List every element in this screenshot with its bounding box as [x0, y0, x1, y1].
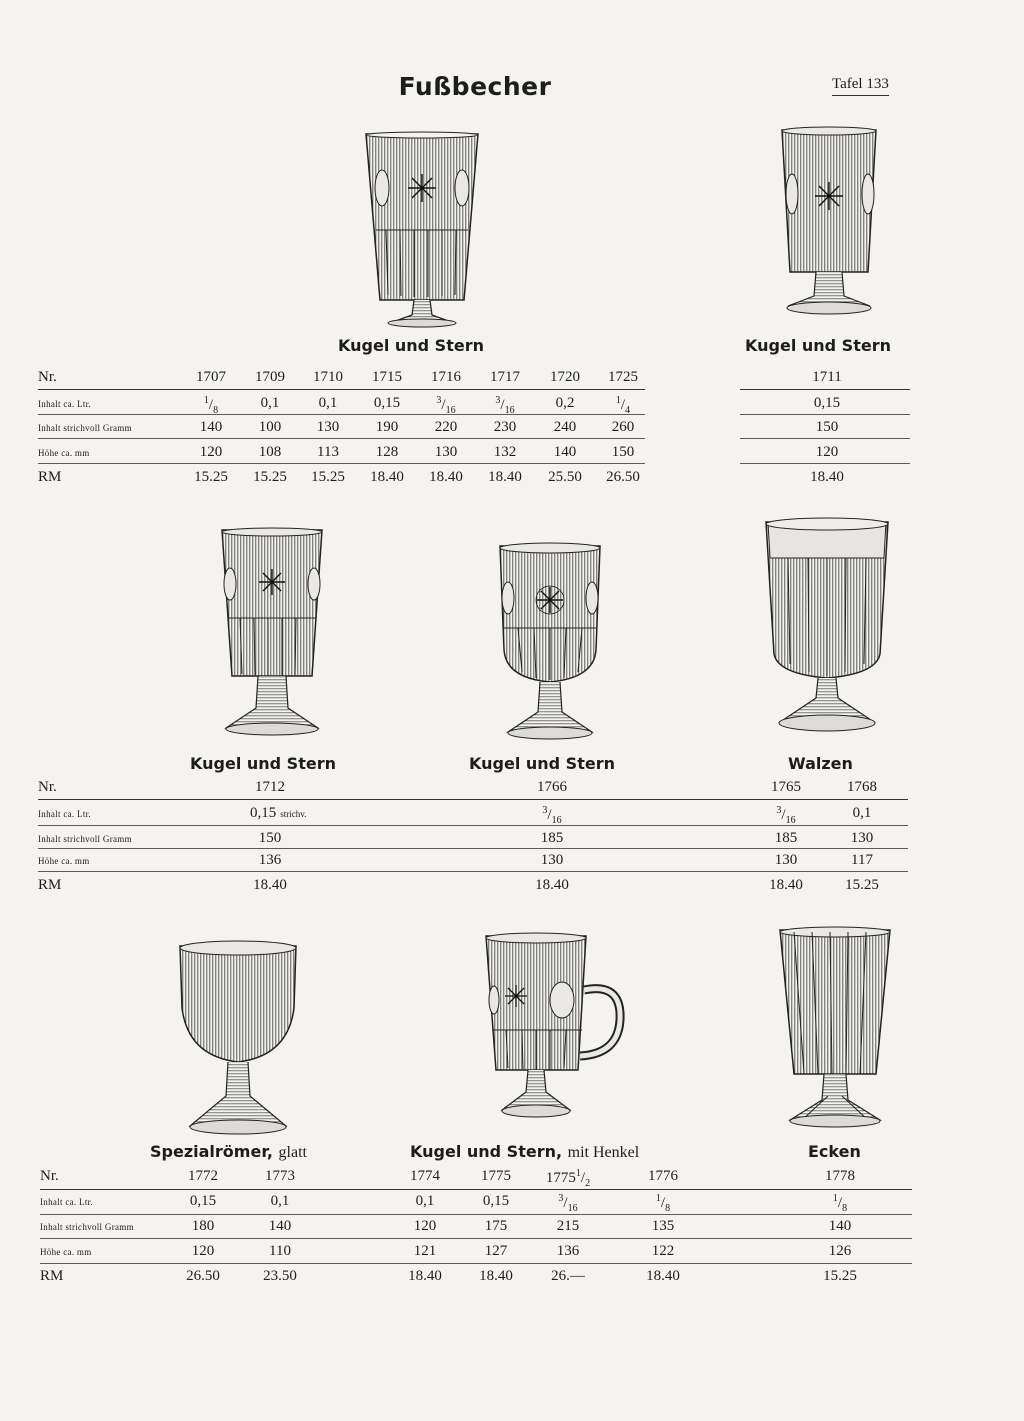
row-label-hoehe: Höhe ca. mm [38, 448, 90, 458]
item-nr: 1776 [648, 1168, 678, 1184]
caption-kugel-und-stern-henkel-name: Kugel und Stern, [410, 1142, 563, 1161]
item-price: 18.40 [535, 877, 569, 893]
row-label-inhalt-gramm: Inhalt strichvoll Gramm [40, 1222, 134, 1232]
item-nr: 1715 [372, 369, 402, 385]
caption-spezialroemer [150, 1142, 307, 1162]
item-hoehe: 126 [828, 1243, 852, 1259]
item-inhalt-gramm: 180 [191, 1218, 215, 1234]
glass-illustration-kugel-und-stern-1707 [360, 130, 484, 330]
glass-illustration-kugel-und-stern-mit-henkel [482, 930, 626, 1130]
table-rule [40, 1189, 912, 1190]
row-label-nr: Nr. [40, 1168, 59, 1184]
item-nr: 1775 [481, 1168, 511, 1184]
item-inhalt-ltr: 0,1 [415, 1193, 435, 1209]
item-nr: 1773 [265, 1168, 295, 1184]
row-label-inhalt-ltr: Inhalt ca. Ltr. [38, 809, 91, 819]
item-price: 26.— [551, 1268, 585, 1284]
item-inhalt-gramm: 185 [540, 830, 564, 846]
item-price: 18.40 [408, 1268, 442, 1284]
item-hoehe: 136 [556, 1243, 580, 1259]
item-nr: 1712 [255, 779, 285, 795]
item-price: 18.40 [253, 877, 287, 893]
glass-illustration-spezialroemer [176, 938, 300, 1138]
item-inhalt-gramm: 135 [651, 1218, 675, 1234]
item-inhalt-gramm: 260 [611, 419, 635, 435]
item-hoehe: 127 [484, 1243, 508, 1259]
item-inhalt-ltr: 0,1 [270, 1193, 290, 1209]
item-inhalt-ltr: $^3/_{16}$ [776, 805, 796, 826]
caption-kugel-und-stern-right: Kugel und Stern [745, 336, 891, 355]
item-inhalt-gramm: 120 [413, 1218, 437, 1234]
item-inhalt-ltr: 0,15 [813, 395, 841, 411]
caption-ecken: Ecken [808, 1142, 861, 1161]
item-nr: 1774 [410, 1168, 440, 1184]
item-inhalt-ltr: $^3/_{16}$ [436, 395, 456, 416]
item-inhalt-ltr: 0,1 [852, 805, 872, 821]
item-nr: 1717 [490, 369, 520, 385]
table-rule [740, 389, 910, 390]
item-price: 15.25 [823, 1268, 857, 1284]
item-inhalt-gramm: 100 [258, 419, 282, 435]
item-inhalt-ltr: $^3/_{16}$ [495, 395, 515, 416]
item-nr: 1716 [431, 369, 461, 385]
row-label-nr: Nr. [38, 369, 57, 385]
item-hoehe: 136 [258, 852, 282, 868]
glass-illustration-kugel-und-stern-1766 [494, 540, 606, 744]
item-hoehe: 120 [191, 1243, 215, 1259]
caption-kugel-und-stern-mit-henkel [410, 1142, 639, 1162]
item-inhalt-gramm: 175 [484, 1218, 508, 1234]
item-inhalt-gramm: 130 [850, 830, 874, 846]
item-inhalt-gramm: 230 [493, 419, 517, 435]
row-label-nr: Nr. [38, 779, 57, 795]
item-price: 15.25 [311, 469, 345, 485]
item-nr: 1765 [771, 779, 801, 795]
item-hoehe: 108 [258, 444, 282, 460]
strichv-note: strichv. [280, 809, 307, 819]
item-hoehe: 130 [540, 852, 564, 868]
table-rule [38, 463, 645, 464]
item-price: 18.40 [370, 469, 404, 485]
glass-illustration-ecken [776, 924, 894, 1136]
plate-number: Tafel 133 [832, 76, 889, 96]
row-label-hoehe: Höhe ca. mm [38, 856, 90, 866]
item-nr: 1707 [196, 369, 226, 385]
row-label-rm: RM [38, 469, 62, 485]
item-price: 15.25 [845, 877, 879, 893]
table-rule [40, 1263, 912, 1264]
table-rule [38, 389, 645, 390]
item-inhalt-ltr: $^1/_4$ [615, 395, 631, 416]
table-rule [40, 1238, 912, 1239]
caption-kugel-und-stern-left: Kugel und Stern [338, 336, 484, 355]
row-label-rm: RM [40, 1268, 64, 1284]
glass-illustration-kugel-und-stern-1711 [776, 124, 882, 326]
item-inhalt-ltr: $^1/_8$ [655, 1193, 671, 1214]
item-price: 18.40 [646, 1268, 680, 1284]
item-hoehe: 140 [553, 444, 577, 460]
table-rule [38, 438, 645, 439]
item-inhalt-ltr: $^3/_{16}$ [558, 1193, 578, 1214]
row-label-hoehe: Höhe ca. mm [40, 1247, 92, 1257]
item-inhalt-ltr: 0,1 [260, 395, 280, 411]
caption-henkel-variant: mit Henkel [567, 1144, 640, 1161]
table-rule [40, 1214, 912, 1215]
item-nr: 1772 [188, 1168, 218, 1184]
item-nr: 1725 [608, 369, 638, 385]
item-inhalt-gramm: 150 [258, 830, 282, 846]
item-inhalt-gramm: 190 [375, 419, 399, 435]
table-rule [740, 463, 910, 464]
caption-kugel-und-stern-1766: Kugel und Stern [469, 754, 615, 773]
table-rule [740, 414, 910, 415]
item-inhalt-ltr: 0,15 [373, 395, 401, 411]
caption-kugel-und-stern-1712: Kugel und Stern [190, 754, 336, 773]
caption-spezialroemer-variant: glatt [278, 1144, 307, 1161]
item-nr: 1768 [847, 779, 877, 795]
table-rule [740, 438, 910, 439]
item-price: 18.40 [488, 469, 522, 485]
item-hoehe: 120 [199, 444, 223, 460]
item-inhalt-gramm: 130 [316, 419, 340, 435]
item-inhalt-ltr: $^1/_8$ [203, 395, 219, 416]
row-label-inhalt-gramm: Inhalt strichvoll Gramm [38, 423, 132, 433]
page-title: Fußbecher [398, 72, 552, 101]
glass-illustration-kugel-und-stern-1712 [216, 526, 328, 740]
item-nr: 1709 [255, 369, 285, 385]
table-rule [38, 799, 908, 800]
item-inhalt-gramm: 150 [815, 419, 839, 435]
caption-spezialroemer-name: Spezialrömer, [150, 1142, 273, 1161]
item-price: 18.40 [810, 469, 844, 485]
item-price: 15.25 [194, 469, 228, 485]
item-inhalt-ltr: 0,15 [482, 1193, 510, 1209]
item-inhalt-gramm: 240 [553, 419, 577, 435]
item-inhalt-gramm: 215 [556, 1218, 580, 1234]
item-hoehe: 130 [434, 444, 458, 460]
item-price: 18.40 [769, 877, 803, 893]
item-nr: 1766 [537, 779, 567, 795]
item-inhalt-ltr: 0,15 [189, 1193, 217, 1209]
table-rule [38, 414, 645, 415]
item-price: 15.25 [253, 469, 287, 485]
item-hoehe: 150 [611, 444, 635, 460]
item-inhalt-gramm: 140 [828, 1218, 852, 1234]
row-label-inhalt-ltr: Inhalt ca. Ltr. [38, 399, 91, 409]
item-inhalt-gramm: 220 [434, 419, 458, 435]
item-hoehe: 117 [851, 852, 873, 868]
item-price: 18.40 [429, 469, 463, 485]
item-hoehe: 121 [413, 1243, 437, 1259]
item-hoehe: 113 [317, 444, 339, 460]
item-price: 25.50 [548, 469, 582, 485]
item-hoehe: 132 [493, 444, 517, 460]
row-label-inhalt-gramm: Inhalt strichvoll Gramm [38, 834, 132, 844]
item-nr: $1775^1/_2$ [545, 1168, 591, 1189]
item-nr: 1720 [550, 369, 580, 385]
row-label-inhalt-ltr: Inhalt ca. Ltr. [40, 1197, 93, 1207]
item-price: 26.50 [606, 469, 640, 485]
item-inhalt-ltr: $^1/_8$ [832, 1193, 848, 1214]
item-nr: 1710 [313, 369, 343, 385]
item-inhalt-ltr: 0,15 strichv. [250, 805, 307, 821]
item-inhalt-gramm: 140 [268, 1218, 292, 1234]
caption-walzen: Walzen [788, 754, 853, 773]
item-hoehe: 122 [651, 1243, 675, 1259]
table-rule [38, 871, 908, 872]
item-inhalt-gramm: 185 [774, 830, 798, 846]
item-inhalt-gramm: 140 [199, 419, 223, 435]
item-price: 23.50 [263, 1268, 297, 1284]
item-hoehe: 128 [375, 444, 399, 460]
item-inhalt-ltr: 0,1 [318, 395, 338, 411]
table-rule [38, 848, 908, 849]
item-nr: 1778 [825, 1168, 855, 1184]
glass-illustration-walzen [760, 514, 894, 740]
item-price: 18.40 [479, 1268, 513, 1284]
item-price: 26.50 [186, 1268, 220, 1284]
item-hoehe: 130 [774, 852, 798, 868]
item-hoehe: 120 [815, 444, 839, 460]
row-label-rm: RM [38, 877, 62, 893]
item-hoehe: 110 [269, 1243, 291, 1259]
item-inhalt-ltr: 0,2 [555, 395, 575, 411]
item-inhalt-ltr: $^3/_{16}$ [542, 805, 562, 826]
item-nr: 1711 [812, 369, 842, 385]
